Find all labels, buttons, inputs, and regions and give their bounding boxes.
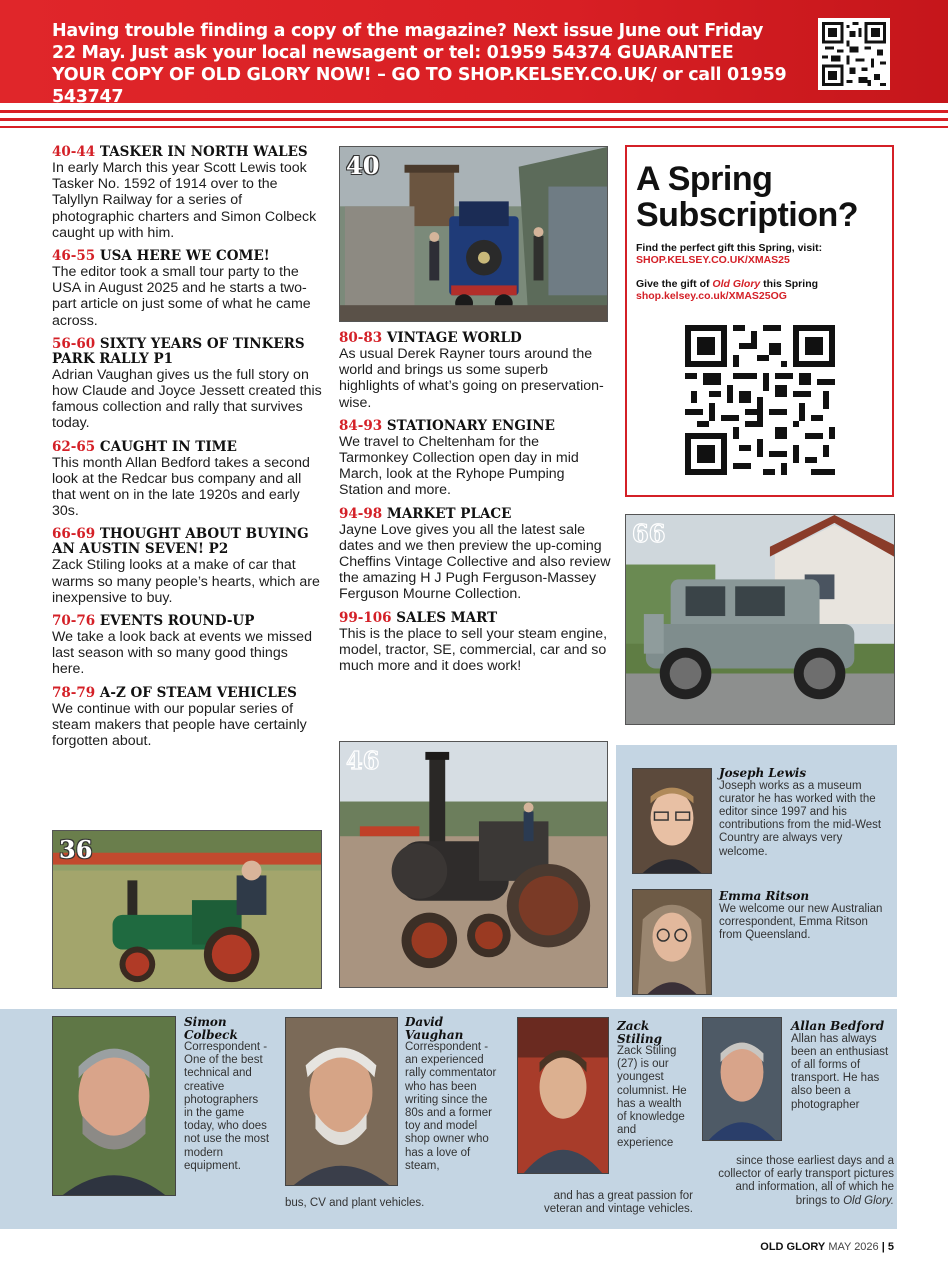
article-item[interactable] [339, 419, 611, 499]
article-pages: 70-76 [52, 613, 96, 630]
contributor-bio: Allan has always been an enthusiast of all forms of transport. He has also been a photographer [791, 1032, 889, 1111]
article-title: CAUGHT IN TIME [99, 438, 237, 455]
contributor-name: David Vaughan [405, 1015, 464, 1042]
article-body: The editor took a small tour party to the USA in August 2025 and he starts a two-part article on just some of what he came across. [52, 264, 311, 329]
footer-brand: OLD GLORY [760, 1241, 826, 1253]
contributor-bio: Correspondent - One of the best technical and creative photographers in the game today, who does not use the most modern equipment. [184, 1041, 270, 1172]
article-item[interactable] [52, 527, 324, 606]
footer-page-number: 5 [887, 1241, 894, 1253]
article-item[interactable] [52, 145, 324, 241]
article-pages: 80-83 [339, 330, 383, 346]
contributor-bio-continued [702, 1155, 894, 1208]
portrait-joseph-lewis [632, 768, 712, 874]
article-title: VINTAGE WORLD [386, 330, 522, 346]
article-pages: 99-106 [339, 609, 392, 626]
left-article-list [52, 145, 324, 757]
article-item[interactable] [52, 614, 324, 678]
article-title: SIXTY YEARS OF TINKERS PARK RALLY P1 [52, 335, 305, 367]
subscription-line-2-post: this Spring [760, 278, 819, 290]
article-pages: 94-98 [339, 505, 383, 522]
contributor-allan [791, 1020, 895, 1112]
contributor-bio: Zack Stiling (27) is our youngest columnist. He has a wealth of knowledge and experience [617, 1045, 687, 1150]
article-item[interactable] [339, 507, 611, 603]
article-item[interactable] [52, 686, 324, 750]
article-pages: 40-44 [52, 144, 96, 160]
portrait-zack-stiling [517, 1017, 609, 1174]
contributor-bio-continued: and has a great passion for veteran and vintage vehicles. [544, 1190, 693, 1216]
subscription-qr-code[interactable] [685, 325, 835, 475]
contributor-bio: Correspondent - an experienced rally commentator who has been writing since the 80s and a former toy and model shop owner who has a love of steam, [405, 1041, 497, 1172]
article-title: EVENTS ROUND-UP [99, 613, 255, 630]
top-banner [0, 0, 948, 107]
portrait-david-vaughan [285, 1017, 398, 1186]
portrait-simon-colbeck [52, 1016, 176, 1196]
article-pages: 62-65 [52, 438, 96, 455]
article-pages: 84-93 [339, 417, 383, 434]
photo-page-number: 46 [346, 746, 380, 775]
red-rule-middle [0, 118, 948, 121]
article-pages: 78-79 [52, 684, 96, 701]
subscription-line-1 [636, 242, 822, 266]
photo-page-number: 66 [632, 519, 666, 548]
contributor-name: Allan Bedford [791, 1019, 885, 1033]
banner-qr-code[interactable] [818, 18, 890, 90]
article-body: Jayne Love gives you all the latest sale dates and we then preview the up-coming Cheffins Vintage Collective and also review the amazing H J Pugh Ferguson-Massey Ferguson Mourne Collection. [339, 521, 611, 603]
contributor-name: Simon Colbeck [184, 1015, 238, 1042]
article-title: MARKET PLACE [386, 505, 512, 522]
subscription-promo[interactable] [625, 145, 894, 497]
contributor-bio-continued: bus, CV and plant vehicles. [285, 1197, 425, 1209]
article-body: Zack Stiling looks at a make of car that warms so many people’s hearts, which are inexpensive to buy. [52, 557, 320, 606]
subscription-line-2 [636, 278, 818, 302]
article-body: As usual Derek Rayner tours around the world and brings us some superb highlights of what’s going on preservation-wise. [339, 346, 604, 411]
article-title: TASKER IN NORTH WALES [99, 144, 308, 160]
middle-article-list [339, 331, 611, 682]
article-title: STATIONARY ENGINE [386, 417, 555, 434]
banner-text: Having trouble finding a copy of the magazine? Next issue June out Friday 22 May. Just ask your local newsagent or tel: 01959 54374 GUARANTEE YOUR COPY OF OLD GLORY NOW! – GO TO SHOP.KELSEY.CO.UK/ or call 01959 543747 [52, 21, 787, 107]
contributor-name: Joseph Lewis [719, 766, 807, 780]
article-item[interactable] [52, 440, 324, 520]
article-body: Adrian Vaughan gives us the full story on how Claude and Joyce Jessett created this famous collection and rally that survives today. [52, 366, 322, 432]
article-item[interactable] [339, 611, 611, 675]
article-pages: 56-60 [52, 335, 96, 352]
article-pages: 66-69 [52, 526, 96, 543]
subscription-magazine-name: Old Glory [712, 278, 761, 290]
article-body: This is the place to sell your steam engine, model, tractor, SE, commercial, car and so much more and it does work! [339, 625, 608, 675]
article-title: A-Z OF STEAM VEHICLES [99, 684, 297, 701]
contributor-simon [184, 1016, 270, 1173]
photo-traction-engine[interactable] [339, 741, 608, 988]
article-item[interactable] [339, 331, 611, 411]
article-item[interactable] [52, 337, 324, 432]
contributor-david [405, 1016, 501, 1173]
subscription-title: A Spring Subscription? [636, 160, 859, 234]
page-footer [760, 1241, 894, 1253]
footer-issue: MAY 2026 [828, 1241, 879, 1253]
article-body: This month Allan Bedford takes a second look at the Redcar bus company and all that went on in the late 1920s and early 30s. [52, 454, 310, 520]
article-body: We travel to Cheltenham for the Tarmonkey Collection open day in mid March, look at the Ryhope Pumping Station and more. [339, 433, 579, 499]
contributor-bio: We welcome our new Australian correspondent, Emma Ritson from Queensland. [719, 902, 883, 941]
photo-miniature-steam-engine[interactable] [52, 830, 322, 989]
photo-page-number: 40 [346, 151, 380, 180]
subscription-link-1[interactable]: SHOP.KELSEY.CO.UK/XMAS25 [636, 254, 790, 266]
photo-austin-seven[interactable] [625, 514, 895, 725]
contributor-zack [617, 1020, 689, 1151]
contributor-magazine-name: Old Glory. [843, 1194, 894, 1207]
footer-separator: | [881, 1241, 885, 1253]
article-body: We take a look back at events we missed last season with so many good things here. [52, 629, 312, 678]
red-rule-top [0, 110, 948, 113]
contributor-emma [719, 890, 891, 942]
subscription-link-2[interactable]: shop.kelsey.co.uk/XMAS25OG [636, 290, 787, 302]
contributor-bio-text: since those earliest days and a collector of early transport pictures and information, all of which he brings to [718, 1155, 894, 1207]
red-rule-bottom [0, 126, 948, 128]
article-body: In early March this year Scott Lewis took Tasker No. 1592 of 1914 over to the Talyllyn Railway for a series of photographic charters and Simon Colbeck caught up with him. [52, 160, 317, 241]
contributor-name: Zack Stiling [617, 1019, 662, 1046]
article-item[interactable] [52, 249, 324, 329]
contributor-bio: Joseph works as a museum curator he has worked with the editor since 1997 and his contributions from the mid-West Country are always very welcome. [719, 779, 882, 858]
article-title: USA HERE WE COME! [99, 248, 270, 265]
article-title: THOUGHT ABOUT BUYING AN AUSTIN SEVEN! P2 [52, 526, 309, 558]
portrait-allan-bedford [702, 1017, 782, 1141]
photo-tasker-locomotive[interactable] [339, 146, 608, 322]
article-title: SALES MART [396, 609, 498, 626]
photo-page-number: 36 [59, 835, 93, 864]
article-pages: 46-55 [52, 248, 96, 265]
portrait-emma-ritson [632, 889, 712, 995]
subscription-line-1-text: Find the perfect gift this Spring, visit: [636, 242, 823, 254]
contributor-name: Emma Ritson [719, 889, 810, 903]
article-body: We continue with our popular series of steam makers that people have certainly forgotten about. [52, 700, 307, 750]
contributor-joseph [719, 767, 891, 859]
subscription-line-2-pre: Give the gift of [636, 278, 713, 290]
